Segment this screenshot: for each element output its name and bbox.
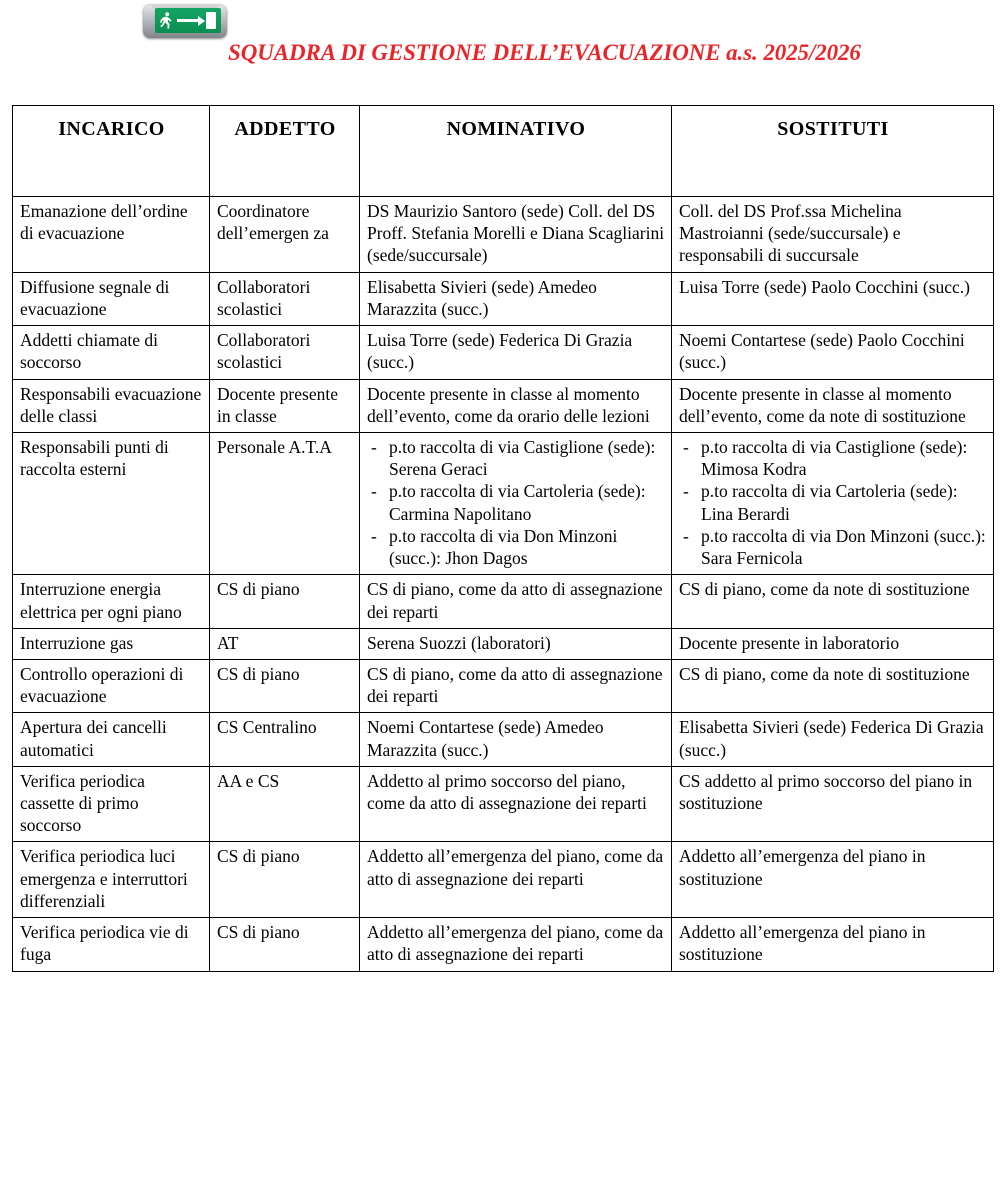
- cell-addetto: CS Centralino: [210, 713, 360, 766]
- table-row: [13, 766, 994, 842]
- table-header-row: [13, 106, 994, 197]
- cell-incarico: Verifica periodica luci emergenza e interruttori differenziali: [13, 842, 210, 918]
- cell-nominativo: CS di piano, come da atto di assegnazione dei reparti: [360, 575, 672, 628]
- cell-incarico: Controllo operazioni di evacuazione: [13, 659, 210, 712]
- cell-addetto: Coordinatore dell’emergen za: [210, 197, 360, 273]
- arrow-right-icon: [177, 19, 199, 22]
- column-header-nominativo: NOMINATIVO: [360, 106, 672, 197]
- cell-incarico: Verifica periodica vie di fuga: [13, 918, 210, 971]
- evacuation-team-table: [12, 105, 994, 972]
- column-header-incarico: INCARICO: [13, 106, 210, 197]
- cell-sostituti: Coll. del DS Prof.ssa Michelina Mastroianni (sede/succursale) e responsabili di succursale: [672, 197, 994, 273]
- table-row: [13, 197, 994, 273]
- table-row: [13, 432, 994, 574]
- cell-nominativo: [360, 432, 672, 574]
- cell-nominativo: DS Maurizio Santoro (sede) Coll. del DS Proff. Stefania Morelli e Diana Scagliarini (sede/succursale): [360, 197, 672, 273]
- cell-sostituti: CS di piano, come da note di sostituzione: [672, 575, 994, 628]
- cell-incarico: Apertura dei cancelli automatici: [13, 713, 210, 766]
- list-item: - p.to raccolta di via Castiglione (sede): Mimosa Kodra: [679, 436, 987, 480]
- cell-addetto: AT: [210, 628, 360, 659]
- emergency-exit-sign-icon: [143, 4, 227, 38]
- cell-addetto: CS di piano: [210, 659, 360, 712]
- cell-nominativo: Addetto al primo soccorso del piano, come da atto di assegnazione dei reparti: [360, 766, 672, 842]
- column-header-addetto: ADDETTO: [210, 106, 360, 197]
- document-header: [0, 0, 1000, 100]
- page-title: SQUADRA DI GESTIONE DELL’EVACUAZIONE a.s. 2025/2026: [228, 40, 861, 65]
- cell-sostituti: Luisa Torre (sede) Paolo Cocchini (succ.): [672, 272, 994, 325]
- cell-nominativo: Noemi Contartese (sede) Amedeo Marazzita (succ.): [360, 713, 672, 766]
- cell-sostituti: Docente presente in laboratorio: [672, 628, 994, 659]
- cell-nominativo: Elisabetta Sivieri (sede) Amedeo Marazzita (succ.): [360, 272, 672, 325]
- cell-addetto: Docente presente in classe: [210, 379, 360, 432]
- cell-addetto: AA e CS: [210, 766, 360, 842]
- cell-incarico: Responsabili evacuazione delle classi: [13, 379, 210, 432]
- cell-sostituti: [672, 432, 994, 574]
- sign-green-panel: [155, 8, 221, 33]
- cell-nominativo: Addetto all’emergenza del piano, come da atto di assegnazione dei reparti: [360, 842, 672, 918]
- list-item: - p.to raccolta di via Cartoleria (sede): Lina Berardi: [679, 480, 987, 524]
- cell-incarico: Interruzione energia elettrica per ogni piano: [13, 575, 210, 628]
- cell-sostituti: Addetto all’emergenza del piano in sostituzione: [672, 842, 994, 918]
- table-row: [13, 575, 994, 628]
- cell-nominativo: Luisa Torre (sede) Federica Di Grazia (succ.): [360, 326, 672, 379]
- table-row: [13, 659, 994, 712]
- list-item: - p.to raccolta di via Don Minzoni (succ.): Jhon Dagos: [367, 525, 665, 569]
- cell-incarico: Verifica periodica cassette di primo soccorso: [13, 766, 210, 842]
- collection-point-list: [367, 436, 665, 569]
- cell-addetto: Personale A.T.A: [210, 432, 360, 574]
- cell-nominativo: Docente presente in classe al momento dell’evento, come da orario delle lezioni: [360, 379, 672, 432]
- collection-point-substitute-list: [679, 436, 987, 569]
- cell-sostituti: CS di piano, come da note di sostituzione: [672, 659, 994, 712]
- list-item: - p.to raccolta di via Cartoleria (sede): Carmina Napolitano: [367, 480, 665, 524]
- exit-door-icon: [206, 12, 216, 29]
- cell-incarico: Addetti chiamate di soccorso: [13, 326, 210, 379]
- cell-sostituti: Noemi Contartese (sede) Paolo Cocchini (succ.): [672, 326, 994, 379]
- cell-nominativo: CS di piano, come da atto di assegnazione dei reparti: [360, 659, 672, 712]
- cell-nominativo: Serena Suozzi (laboratori): [360, 628, 672, 659]
- list-item: - p.to raccolta di via Don Minzoni (succ.): Sara Fernicola: [679, 525, 987, 569]
- cell-addetto: Collaboratori scolastici: [210, 326, 360, 379]
- table-row: [13, 628, 994, 659]
- table-row: [13, 918, 994, 971]
- table-row: [13, 379, 994, 432]
- cell-incarico: Responsabili punti di raccolta esterni: [13, 432, 210, 574]
- cell-addetto: Collaboratori scolastici: [210, 272, 360, 325]
- table-body: [13, 197, 994, 972]
- table-row: [13, 842, 994, 918]
- cell-sostituti: Addetto all’emergenza del piano in sostituzione: [672, 918, 994, 971]
- running-man-icon: [160, 12, 173, 29]
- cell-incarico: Interruzione gas: [13, 628, 210, 659]
- column-header-sostituti: SOSTITUTI: [672, 106, 994, 197]
- cell-sostituti: Docente presente in classe al momento dell’evento, come da note di sostituzione: [672, 379, 994, 432]
- cell-nominativo: Addetto all’emergenza del piano, come da atto di assegnazione dei reparti: [360, 918, 672, 971]
- evacuation-team-table-wrapper: [12, 105, 993, 972]
- cell-incarico: Diffusione segnale di evacuazione: [13, 272, 210, 325]
- list-item: - p.to raccolta di via Castiglione (sede): Serena Geraci: [367, 436, 665, 480]
- table-row: [13, 713, 994, 766]
- table-row: [13, 326, 994, 379]
- cell-addetto: CS di piano: [210, 575, 360, 628]
- table-row: [13, 272, 994, 325]
- cell-incarico: Emanazione dell’ordine di evacuazione: [13, 197, 210, 273]
- sign-end-cap-left: [144, 5, 154, 37]
- cell-addetto: CS di piano: [210, 842, 360, 918]
- table-header-row-group: [13, 106, 994, 197]
- cell-addetto: CS di piano: [210, 918, 360, 971]
- cell-sostituti: CS addetto al primo soccorso del piano in sostituzione: [672, 766, 994, 842]
- cell-sostituti: Elisabetta Sivieri (sede) Federica Di Grazia (succ.): [672, 713, 994, 766]
